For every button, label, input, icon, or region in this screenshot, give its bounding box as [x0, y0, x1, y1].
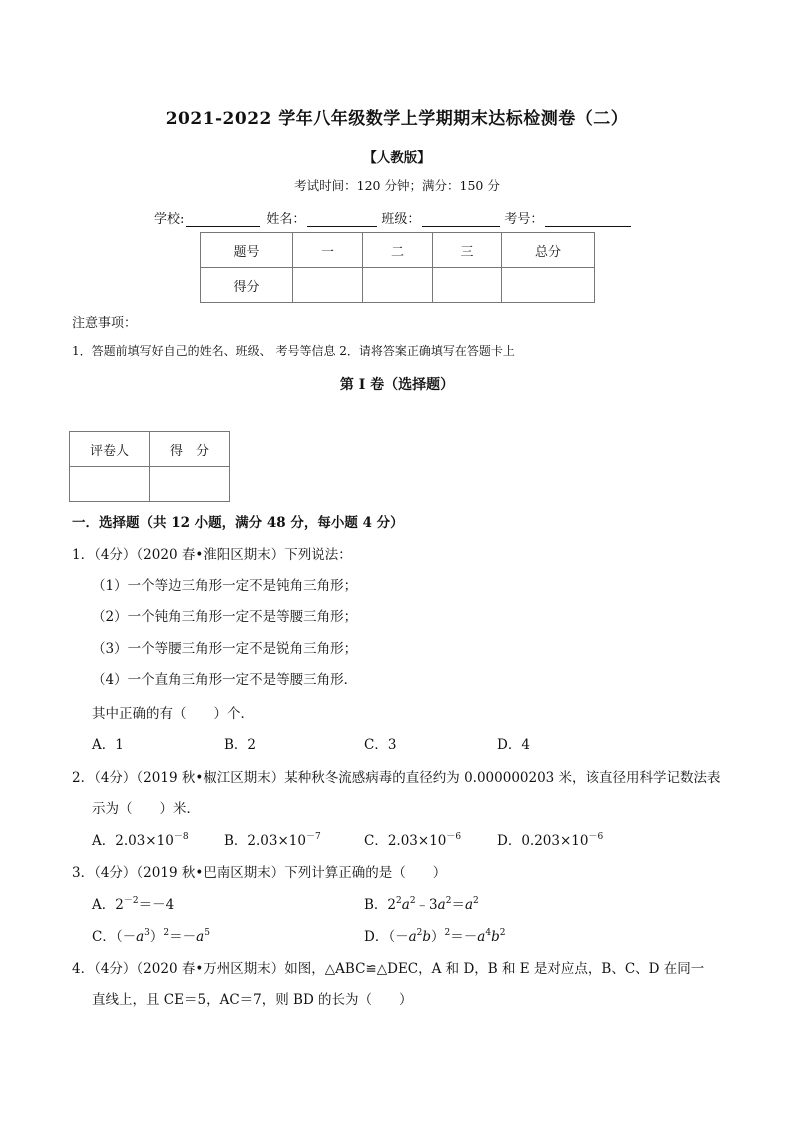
score-table-header-row — [201, 233, 595, 268]
exponent: 2 — [444, 928, 451, 938]
student-info-fields — [154, 208, 635, 227]
exponent: 2 — [416, 928, 423, 938]
exponent: 5 — [204, 928, 210, 938]
notes-text: 1．答题前填写好自己的姓名、班级、 考号等信息 2．请将答案正确填写在答题卡上 — [72, 344, 515, 358]
exponent: －8 — [173, 832, 189, 842]
score-header-cell: 一 — [293, 233, 363, 268]
notes-heading: 注意事项： — [72, 316, 138, 331]
option-text: ） — [149, 929, 164, 945]
variable: b — [422, 929, 432, 945]
option-text: ＝ — [451, 897, 465, 913]
question-4-stem-continued: 直线上，且 CE＝5，AC＝7，则 BD 的长为（ ） — [92, 992, 413, 1008]
question-2-option-d[interactable] — [497, 829, 603, 849]
exponent: －6 — [446, 832, 462, 842]
variable: a — [477, 929, 486, 945]
question-2-stem: 2．（4分）（2019 秋•椒江区期末）某种秋冬流感病毒的直径约为 0.000000203 米，该直径用科学记数法表 — [72, 770, 721, 786]
class-label: 班级： — [381, 212, 421, 227]
question-4-stem: 4．（4分）（2020 春•万州区期末）如图，△ABC≌△DEC，A 和 D，B 和 E 是对应点，B、C、D 在同一 — [72, 961, 705, 977]
question-3-option-a[interactable] — [92, 893, 174, 913]
exponent: 3 — [144, 928, 150, 938]
question-3-stem: 3．（4分）（2019 秋•巴南区期末）下列计算正确的是（ ） — [72, 865, 447, 881]
variable: a — [408, 929, 417, 945]
variable: a — [136, 929, 145, 945]
option-text: B．2 — [364, 897, 397, 913]
exam-no-label: 考号： — [504, 212, 544, 227]
score-cell[interactable] — [363, 268, 433, 303]
score-table — [200, 232, 595, 303]
class-blank[interactable] — [422, 212, 500, 227]
exponent: 2 — [499, 928, 506, 938]
exponent: 2 — [163, 928, 170, 938]
score-cell[interactable] — [433, 268, 502, 303]
section-title: 第 I 卷（选择题） — [339, 377, 455, 393]
option-text: A．2 — [92, 897, 124, 913]
score-header-cell: 题号 — [201, 233, 293, 268]
exponent: －6 — [588, 832, 604, 842]
score-header-cell: 三 — [433, 233, 502, 268]
edition-label: 【人教版】 — [363, 150, 431, 166]
question-1-stem: 1．（4分）（2020 春•淮阳区期末）下列说法： — [72, 547, 352, 563]
option-text: ） — [431, 929, 445, 945]
variable: a — [464, 897, 473, 913]
score-row-label: 得分 — [201, 268, 293, 303]
question-1-option-c[interactable]: C．3 — [364, 737, 397, 753]
question-1-prompt: 其中正确的有（ ）个． — [92, 706, 254, 722]
question-3-option-c[interactable] — [92, 925, 210, 945]
question-1-item: （4）一个直角三角形一定不是等腰三角形． — [92, 672, 358, 688]
option-text: D．（－ — [364, 929, 409, 945]
variable: a — [401, 897, 410, 913]
question-1-item: （1）一个等边三角形一定不是钝角三角形； — [92, 578, 358, 594]
option-text: C．（－ — [92, 929, 137, 945]
exam-no-blank[interactable] — [545, 212, 631, 227]
variable: b — [491, 929, 500, 945]
option-text: ﹣3 — [415, 897, 438, 913]
grader-label: 评卷人 — [70, 432, 150, 467]
question-1-item: （2）一个钝角三角形一定不是等腰三角形； — [92, 609, 358, 625]
question-1-option-d[interactable]: D．4 — [497, 737, 530, 753]
option-text: A．2.03×10 — [92, 833, 174, 849]
option-text: B．2.03×10 — [224, 833, 306, 849]
variable: a — [196, 929, 205, 945]
grader-score-cell[interactable] — [150, 467, 230, 502]
exponent: 2 — [445, 896, 452, 906]
question-2-option-b[interactable] — [224, 829, 321, 849]
question-2-option-c[interactable] — [364, 829, 461, 849]
grader-cell[interactable] — [70, 467, 150, 502]
exponent: －2 — [123, 896, 139, 906]
option-text: ＝－ — [169, 929, 197, 945]
option-text: ＝－ — [450, 929, 478, 945]
question-1-item: （3）一个等腰三角形一定不是锐角三角形； — [92, 641, 358, 657]
question-3-option-d[interactable] — [364, 925, 505, 945]
question-3-option-b[interactable] — [364, 893, 479, 913]
grader-header-row — [70, 432, 230, 467]
grader-table — [69, 431, 230, 502]
question-2-option-a[interactable] — [92, 829, 189, 849]
variable: a — [437, 897, 446, 913]
score-header-cell: 二 — [363, 233, 433, 268]
option-text: C．2.03×10 — [364, 833, 447, 849]
name-label: 姓名： — [266, 212, 306, 227]
score-header-cell: 总分 — [502, 233, 595, 268]
score-cell[interactable] — [502, 268, 595, 303]
paper-title: 2021-2022 学年八年级数学上学期期末达标检测卷（二） — [165, 109, 629, 129]
exponent: 2 — [409, 896, 416, 906]
question-2-stem-continued: 示为（ ）米． — [92, 801, 200, 817]
grader-input-row — [70, 467, 230, 502]
exponent: 2 — [473, 896, 479, 906]
school-label: 学校: — [154, 212, 185, 227]
exponent: －7 — [305, 832, 321, 842]
score-table-score-row — [201, 268, 595, 303]
name-blank[interactable] — [307, 212, 377, 227]
exam-info: 考试时间：120 分钟；满分：150 分 — [294, 178, 500, 193]
exponent: 4 — [485, 928, 492, 938]
part-one-heading: 一．选择题（共 12 小题，满分 48 分，每小题 4 分） — [72, 515, 404, 531]
option-text: ＝－4 — [138, 897, 175, 913]
option-text: D．0.203×10 — [497, 833, 589, 849]
question-1-option-a[interactable]: A．1 — [92, 737, 124, 753]
exponent: 2 — [396, 896, 402, 906]
grader-score-label: 得 分 — [150, 432, 230, 467]
score-cell[interactable] — [293, 268, 363, 303]
question-1-option-b[interactable]: B．2 — [224, 737, 257, 753]
school-blank[interactable] — [186, 212, 260, 227]
